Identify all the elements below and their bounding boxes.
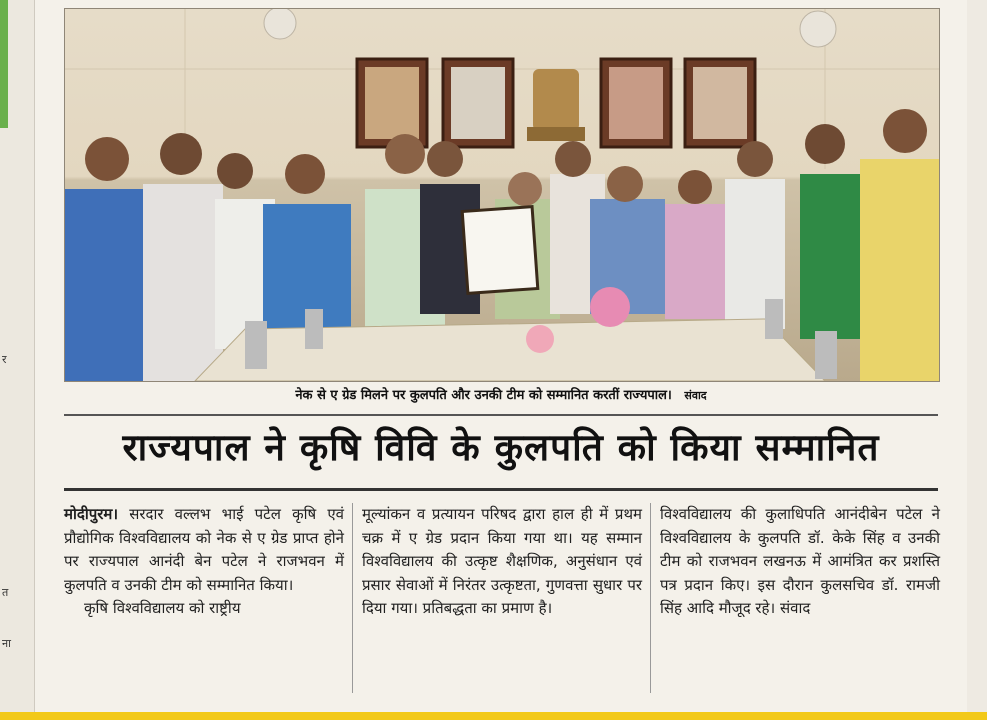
article-credit: संवाद	[780, 599, 811, 617]
photo-illustration	[65, 9, 939, 381]
caption-text: नेक से ए ग्रेड मिलने पर कुलपति और उनकी टीम को सम्मानित करतीं राज्यपाल।	[295, 388, 672, 403]
margin-fragment: त	[2, 586, 9, 599]
article-paragraph: मूल्यांकन व प्रत्यायन परिषद द्वारा हाल ही में प्रथम चक्र में ए ग्रेड प्रदान किया गया था। यह सम्मान विश्वविद्यालय की उत्कृष्ट शैक्षणिक, अनुसंधान एवं प्रसार सेवाओं में निरंतर उत्कृष्टता, गुणवत्ता सुधार पर दिया गया। प्रतिबद्धता का प्रमाण है।	[362, 505, 642, 617]
article-column-3	[660, 503, 940, 621]
caption-credit: संवाद	[684, 389, 707, 402]
article-paragraph: कृषि विश्वविद्यालय को राष्ट्रीय	[84, 599, 241, 617]
article-paragraph: विश्वविद्यालय की कुलाधिपति आनंदीबेन पटेल ने विश्वविद्यालय के कुलपति डॉ. केके सिंह व उनकी टीम को राजभवन लखनऊ में आमंत्रित कर प्रशस्ति पत्र प्रदान किए। इस दौरान कुलसचिव डॉ. रामजी सिंह आदि मौजूद रहे।	[660, 505, 940, 617]
divider	[64, 488, 938, 491]
column-separator	[352, 503, 353, 693]
certificate-frame	[462, 207, 538, 294]
divider	[64, 414, 938, 416]
page-bottom-band	[0, 712, 987, 720]
photo-caption	[64, 385, 938, 403]
article-column-2	[362, 503, 642, 621]
page-edge	[967, 0, 987, 720]
headline: राज्यपाल ने कृषि विवि के कुलपति को किया सम्मानित	[122, 426, 880, 469]
article-paragraph: सरदार वल्लभ भाई पटेल कृषि एवं प्रौद्योगिक विश्वविद्यालय को नेक से ए ग्रेड प्राप्त होने पर राज्यपाल आनंदी बेन पटेल ने राजभवन में कुलपति व उनकी टीम को सम्मानित किया।	[64, 505, 344, 594]
article-column-1	[64, 503, 344, 621]
dateline: मोदीपुरम।	[64, 505, 119, 523]
adjacent-ad-fragment	[0, 0, 8, 128]
adjacent-column-strip	[0, 0, 35, 720]
margin-fragment: ना	[2, 637, 11, 650]
margin-fragment: र	[2, 353, 7, 366]
news-photo	[64, 8, 940, 382]
column-separator	[650, 503, 651, 693]
national-emblem	[527, 69, 585, 141]
fan-icon	[264, 9, 836, 47]
